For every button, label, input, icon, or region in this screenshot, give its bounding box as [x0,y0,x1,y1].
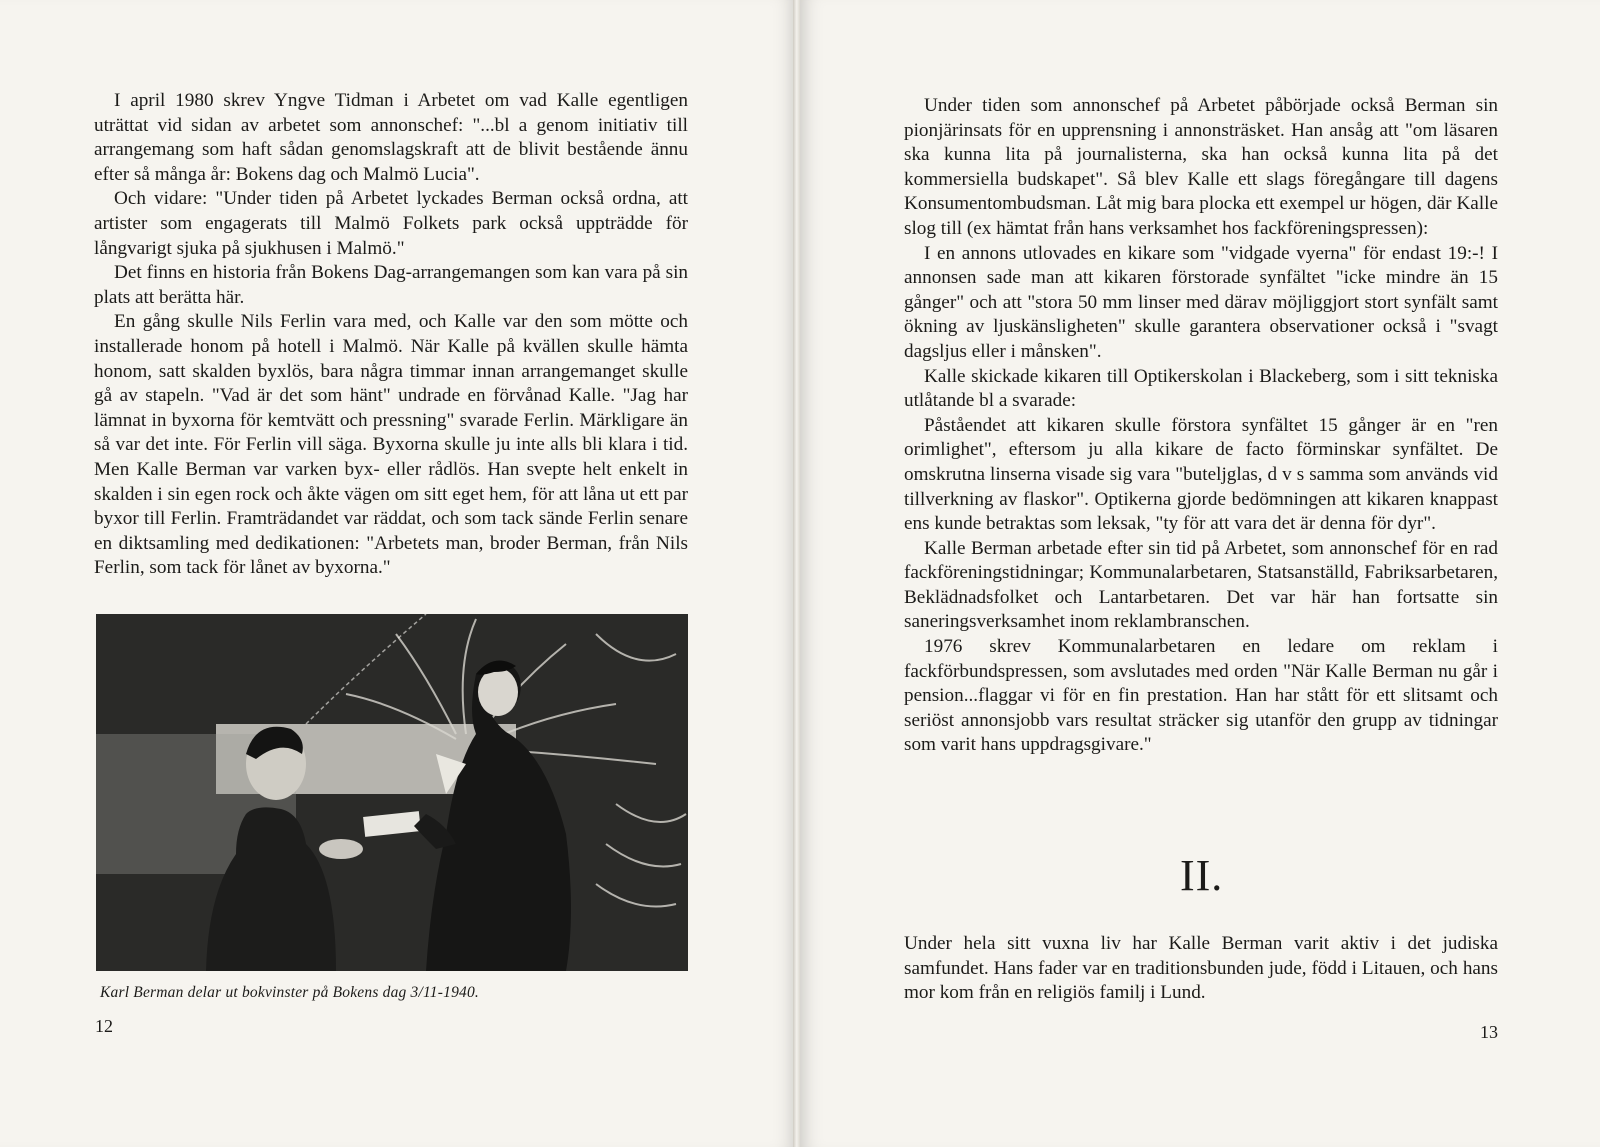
page-number-right: 13 [1480,1022,1498,1042]
chapter-body-text [904,932,1498,1006]
paragraph: I en annons utlovades en kikare som "vidgade vyerna" för endast 19:-! I annonsen sade man att kikaren förstorade synfältet "icke mindre än 15 gånger" och att "stora 50 mm linser med därav möjliggjort stort synfält samt ökning av ljuskänsligheten" skulle garantera observationer också i "svagt dagsljus eller i månsken". [904,242,1498,362]
paragraph: Och vidare: "Under tiden på Arbetet lyckades Berman också ordna, att artister som engagerats till Malmö Folkets park också uppträdde för långvarigt sjuka på sjukhusen i Malmö." [94,188,688,259]
left-body-text [94,89,688,581]
paragraph: Kalle skickade kikaren till Optikerskolan i Blackeberg, som i sitt tekniska utlåtande bl a svarade: [904,365,1498,412]
paragraph: Under hela sitt vuxna liv har Kalle Berman varit aktiv i det judiska samfundet. Hans fader var en traditionsbunden jude, född i Litauen, och hans mor kom från en religiös familj i Lund. [904,933,1498,1004]
paragraph: Under tiden som annonschef på Arbetet påbörjade också Berman sin pionjärinsats för en upprensning i annonsträsket. Han ansåg att "om läsaren ska kunna lita på journalisterna, ska han också kunna lita på det kommersiella budskapet". Så blev Kalle ett slags föregångare till dagens Konsumentombudsman. Låt mig bara plocka ett exempel ur högen, där Kalle slog till (ex hämtat från hans verksamhet hos fackföreningspressen): [904,95,1498,239]
paragraph: Påståendet att kikaren skulle förstora synfältet 15 gånger är en "ren orimlighet", eftersom ju alla kikare de facto förminskar synfältet. De omskrutna linserna visade sig vara "buteljglas, d v s samma som används vid tillverkning av flaskor". Optikerna gjorde bedömningen att kikaren knappast ens kunde betraktas som leksak, "ty för att vara det är denna för dyr". [904,414,1498,535]
chapter-heading: II. [1180,851,1224,900]
paragraph: Kalle Berman arbetade efter sin tid på Arbetet, som annonschef för en rad fackföreningstidningar; Kommunalarbetaren, Statsanställd, Fabriksarbetaren, Beklädnadsfolket och Lantarbetaren. Det var här han fortsatte sin saneringsverksamhet inom reklambranschen. [904,537,1498,633]
page-number-left: 12 [95,1016,113,1036]
paragraph: 1976 skrev Kommunalarbetaren en ledare om reklam i fackförbundspressen, som avslutades med orden "När Kalle Berman nu går i pension...flaggar vi för en fin prestation. Han har stått för ett slitsamt och seriöst annonsjobb vars resultat sträcker sig utanför den grupp av tidningar som varit hans uppdragsgivare." [904,636,1498,756]
right-body-text [904,94,1498,758]
photo-caption: Karl Berman delar ut bokvinster på Bokens dag 3/11-1940. [100,984,479,1001]
paragraph: En gång skulle Nils Ferlin vara med, och Kalle var den som mötte och installerade honom på hotell i Malmö. När Kalle på kvällen skulle hämta honom, satt skalden byxlös, bara några timmar innan arrangemanget skulle gå av stapeln. "Vad är det som hänt" undrade en förvånad Kalle. "Jag har lämnat in byxorna för kemtvätt och pressning" svarade Ferlin. Märkligare än så var det inte. För Ferlin vill säga. Byxorna skulle ju inte alls bli klara i tid. Men Kalle Berman var varken byx- eller rådlös. Han svepte helt enkelt in skalden i sin egen rock och åkte vägen om sitt eget hem, för att låna ut ett par byxor till Ferlin. Framträdandet var räddat, och som tack sände Ferlin senare en diktsamling med dedikationen: "Arbetets man, broder Berman, från Nils Ferlin, som tack för lånet av byxorna." [94,311,688,579]
right-page [800,0,1600,1147]
left-page [0,0,796,1147]
photo-illustration [96,614,688,971]
paragraph: I april 1980 skrev Yngve Tidman i Arbetet om vad Kalle egentligen uträttat vid sidan av arbetet som annonschef: "...bl a genom initiativ till arrangemang som haft sådan genomslagskraft att de blivit bestående ännu efter så många år: Bokens dag och Malmö Lucia". [94,90,688,185]
paragraph: Det finns en historia från Bokens Dag-arrangemangen som kan vara på sin plats att berätta här. [94,262,688,308]
photo-book-prize-ceremony [96,614,688,971]
